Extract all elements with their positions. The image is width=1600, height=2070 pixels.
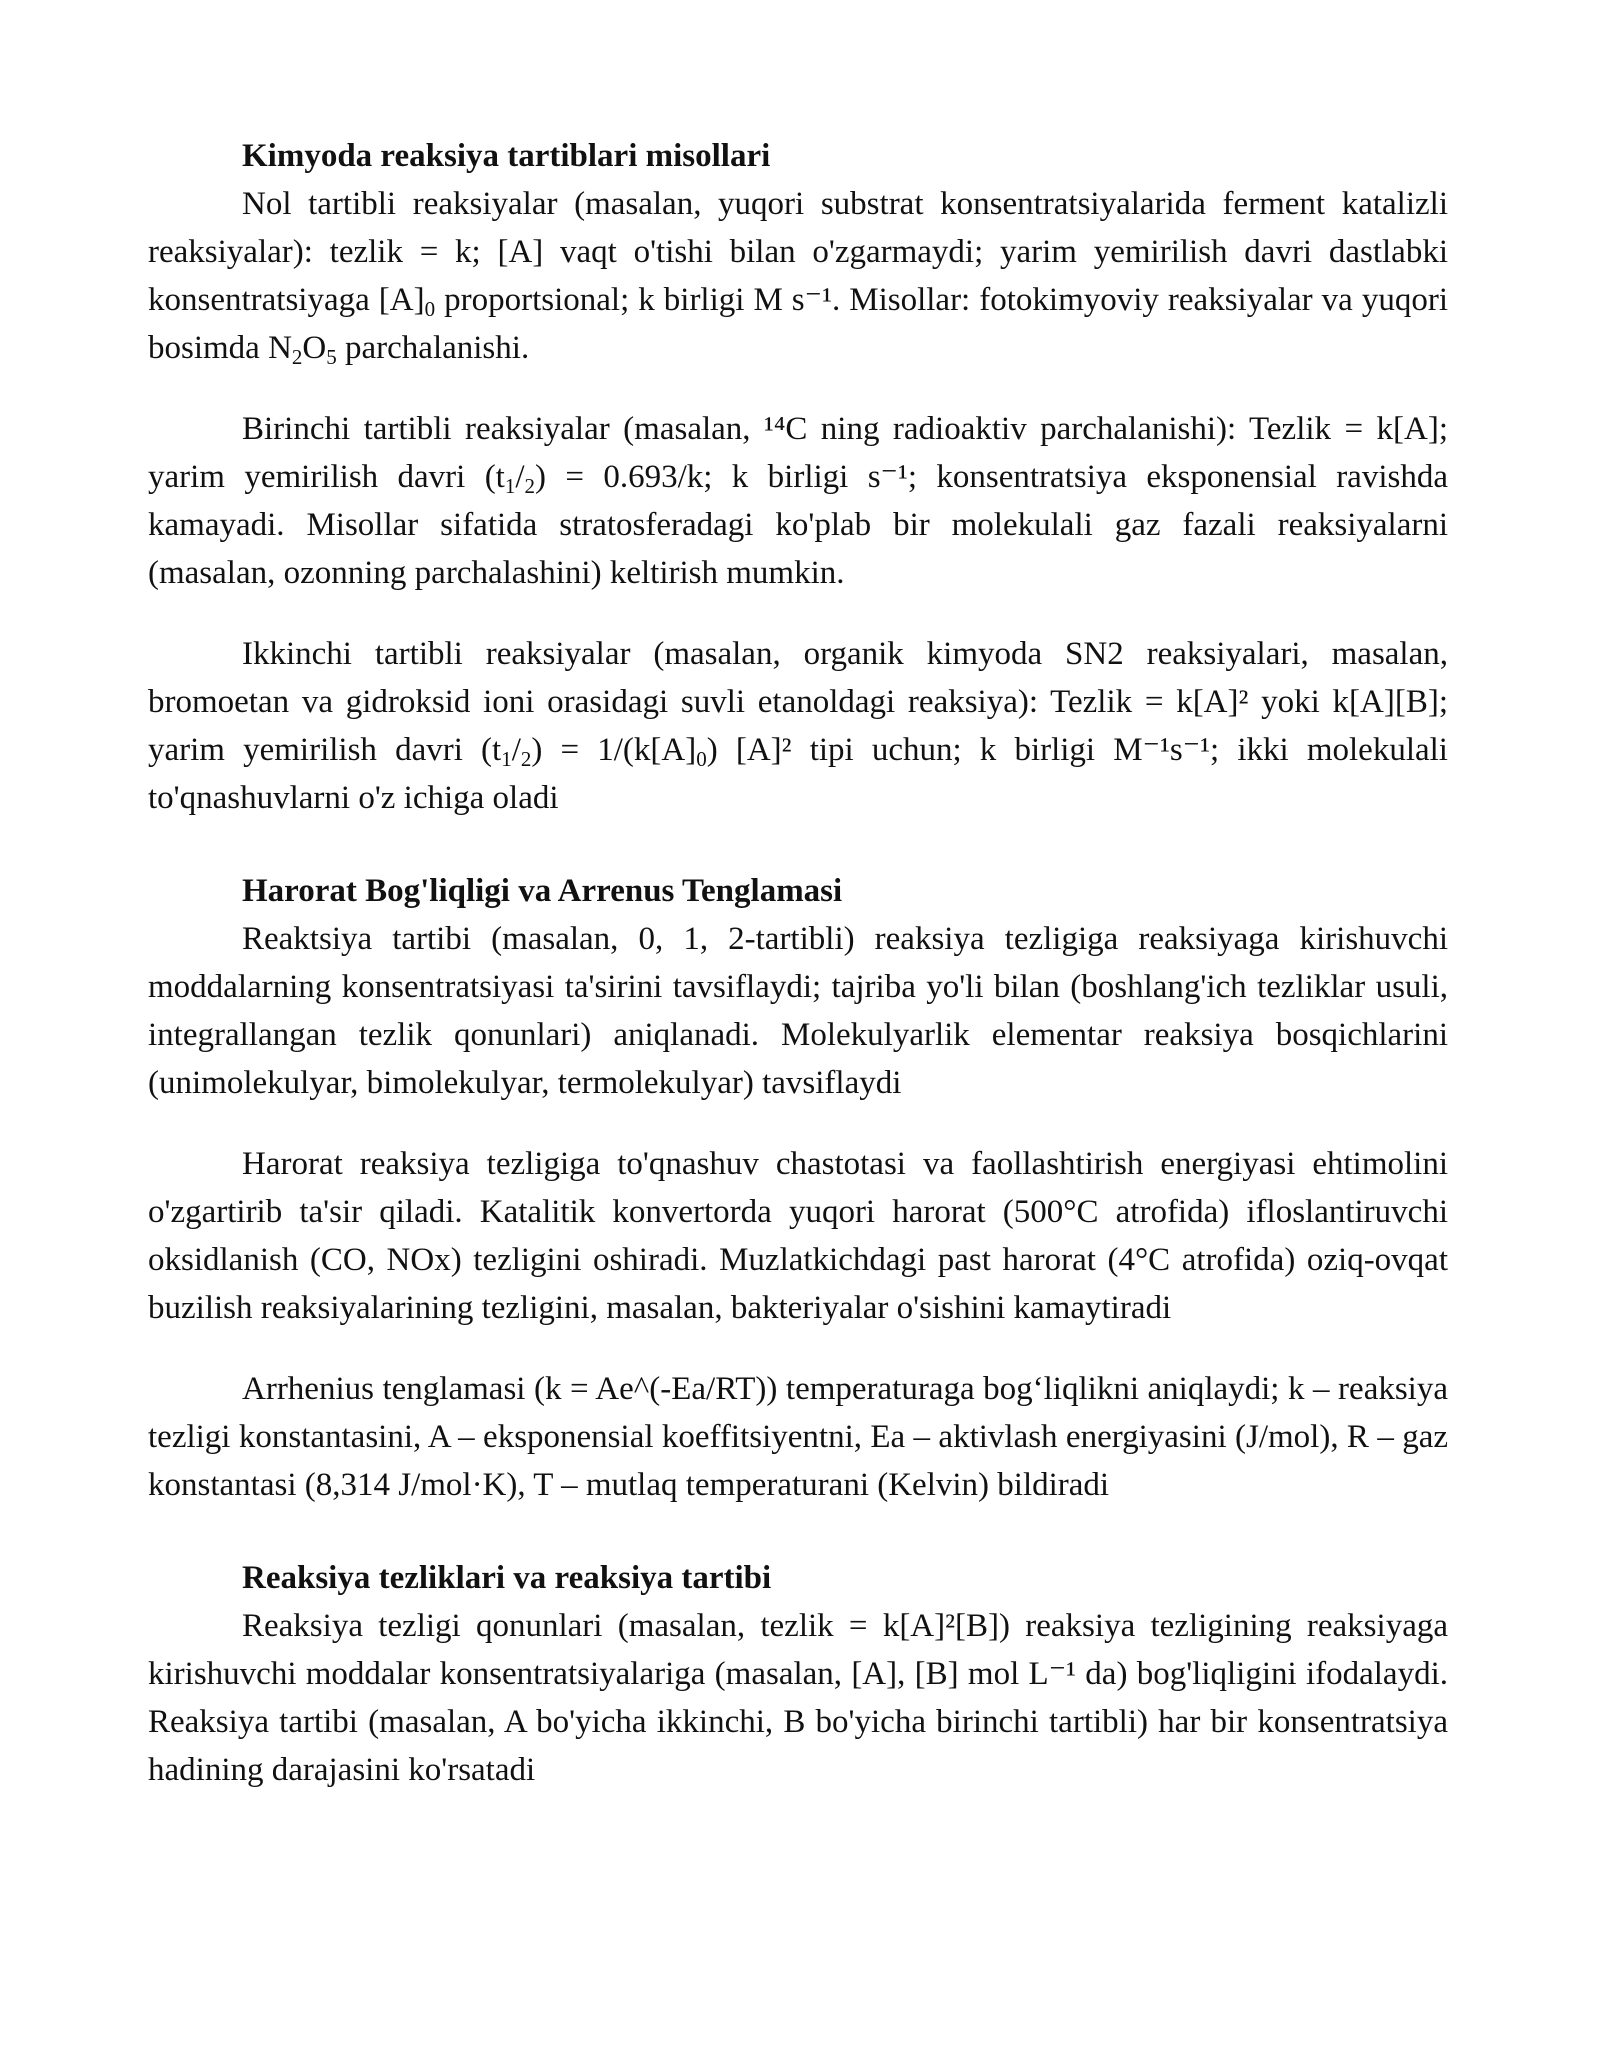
- text-run: O: [302, 330, 327, 366]
- text-run: ) = 1/(k[A]: [531, 732, 697, 768]
- text-run: Nol tartibli reaksiyalar (masalan, yuqori substrat konsentratsiyalarida ferment katalizli reaksiyalar): tezlik = k; [A] vaqt o'tishi bilan o'zgarmaydi; yarim yemirilish davri dastlabki konsentratsiyaga [A]: [148, 186, 1448, 318]
- text-run: Ikkinchi tartibli reaksiyalar (masalan, organik kimyoda SN2 reaksiyalari, masalan, bromoetan va gidroksid ioni orasidagi suvli etanoldagi reaksiya): Tezlik = k[A]² yoki k[A][B]; yarim yemirilish davri (t: [148, 636, 1448, 768]
- section-title-reaction-rates: Reaksiya tezliklari va reaksiya tartibi: [242, 1560, 772, 1596]
- text-run: /: [511, 732, 521, 768]
- subscript: 2: [524, 474, 536, 498]
- section-spacer: [148, 1509, 1448, 1554]
- text-run: Birinchi tartibli reaksiyalar (masalan, ¹⁴C ning radioaktiv parchalanishi): Tezlik = k[A]; yarim yemirilish davri (t: [148, 411, 1448, 495]
- paragraph-rate-laws: Reaksiya tezligi qonunlari (masalan, tezlik = k[A]²[B]) reaksiya tezligining reaksiyaga kirishuvchi moddalar konsentratsiyalariga (masalan, [A], [B] mol L⁻¹ da) bog'liqligini ifodalaydi. Reaksiya tartibi (masalan, A bo'yicha ikkinchi, B bo'yicha birinchi tartibli) har bir konsentratsiya hadining darajasini ko'rsatadi: [148, 1608, 1448, 1788]
- section-title-reaction-order-examples: Kimyoda reaksiya tartiblari misollari: [242, 138, 771, 174]
- subscript: 1: [504, 474, 516, 498]
- paragraph-reaction-order-definition: Reaktsiya tartibi (masalan, 0, 1, 2-tartibli) reaksiya tezligiga reaksiyaga kirishuvchi moddalarning konsentratsiyasi ta'sirini tavsiflaydi; tajriba yo'li bilan (boshlang'ich tezliklar usuli, integrallangan tezlik qonunlari) aniqlanadi. Molekulyarlik elementar reaksiya bosqichlarini (unimolekulyar, bimolekulyar, termolekulyar) tavsiflaydi: [148, 921, 1448, 1101]
- subscript: 5: [326, 345, 337, 369]
- subscript: 0: [696, 747, 707, 771]
- paragraph-spacer: [148, 372, 1448, 405]
- paragraph-zero-order: [148, 180, 1448, 372]
- paragraph-temperature-effect: Harorat reaksiya tezligiga to'qnashuv chastotasi va faollashtirish energiyasi ehtimolini o'zgartirib ta'sir qiladi. Katalitik konvertorda yuqori harorat (500°C atrofida) ifloslantiruvchi oksidlanish (CO, NOx) tezligini oshiradi. Muzlatkichdagi past harorat (4°C atrofida) oziq-ovqat buzilish reaksiyalarining tezligini, masalan, bakteriyalar o'sishini kamaytiradi: [148, 1146, 1448, 1326]
- paragraph-spacer: [148, 1107, 1448, 1140]
- section-spacer: [148, 822, 1448, 867]
- subscript: 2: [291, 345, 303, 369]
- text-run: ) = 0.693/k; k birligi s⁻¹; konsentratsiya eksponensial ravishda kamayadi. Misollar sifatida stratosferadagi ko'plab bir molekulali gaz fazali reaksiyalarni (masalan, ozonning parchalashini) keltirish mumkin.: [148, 459, 1448, 591]
- section-title-temperature-dependence: Harorat Bog'liqligi va Arrenus Tenglamasi: [242, 873, 843, 909]
- subscript: 2: [520, 747, 532, 771]
- paragraph-first-order: [148, 405, 1448, 597]
- paragraph-spacer: [148, 597, 1448, 630]
- text-run: parchalanishi.: [336, 330, 530, 366]
- text-run: proportsional; k birligi M s⁻¹. Misollar: fotokimyoviy reaksiyalar va yuqori bosimda N: [148, 282, 1448, 366]
- text-run: ) [A]² tipi uchun; k birligi M⁻¹s⁻¹; ikki molekulali to'qnashuvlarni o'z ichiga oladi: [148, 732, 1448, 816]
- paragraph-arrhenius-equation: Arrhenius tenglamasi (k = Ae^(-Ea/RT)) temperaturaga bogʻliqlikni aniqlaydi; k – reaksiya tezligi konstantasini, A – eksponensial koeffitsiyentni, Ea – aktivlash energiyasini (J/mol), R – gaz konstantasi (8,314 J/mol·K), T – mutlaq temperaturani (Kelvin) bildiradi: [148, 1371, 1448, 1503]
- paragraph-spacer: [148, 1332, 1448, 1365]
- document-page: [148, 132, 1448, 1794]
- text-run: /: [515, 459, 525, 495]
- subscript: 1: [501, 747, 512, 771]
- subscript: 0: [424, 297, 436, 321]
- paragraph-second-order: [148, 630, 1448, 822]
